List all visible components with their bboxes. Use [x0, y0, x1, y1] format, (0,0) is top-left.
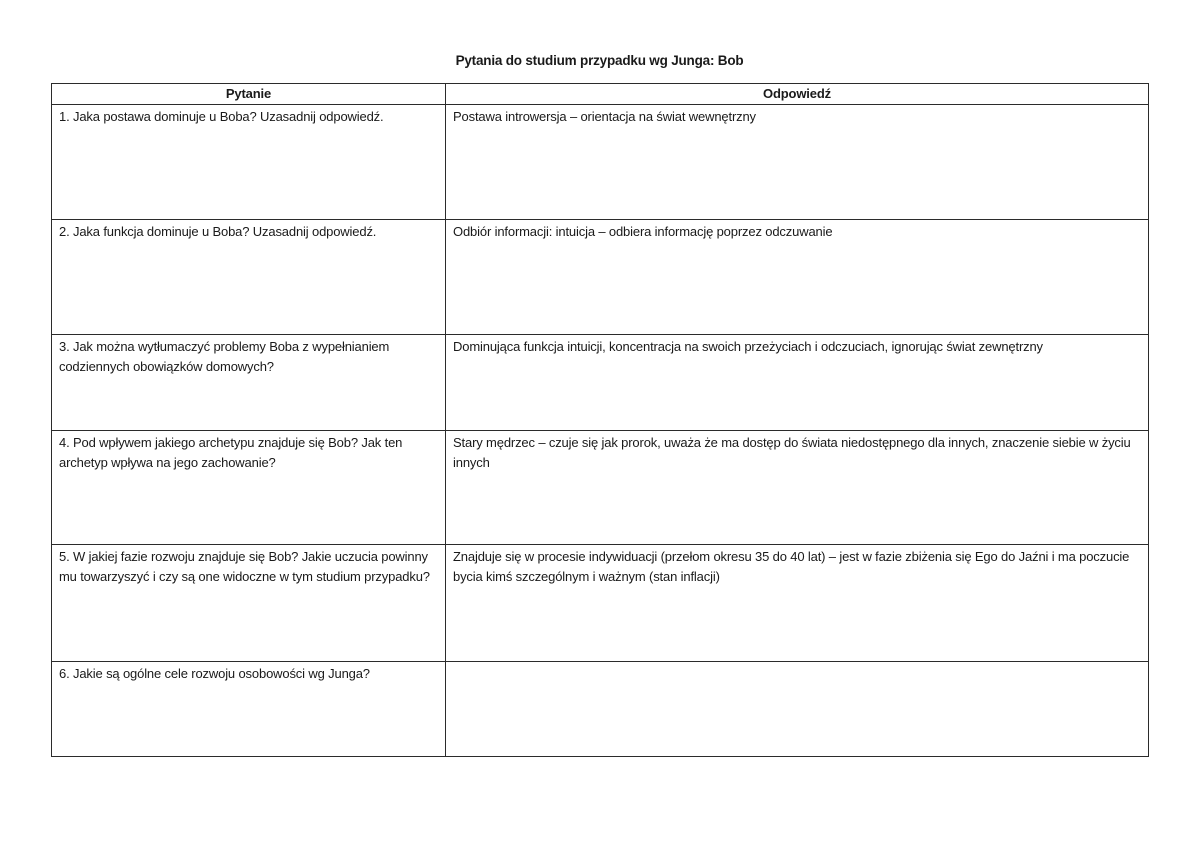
answer-cell: Odbiór informacji: intuicja – odbiera informację poprzez odczuwanie [446, 220, 1149, 335]
question-cell: 3. Jak można wytłumaczyć problemy Boba z wypełnianiem codziennych obowiązków domowych? [52, 335, 446, 431]
qa-table [51, 83, 1149, 757]
answer-cell [446, 662, 1149, 757]
table-header-row [52, 84, 1149, 105]
answer-cell: Dominująca funkcja intuicji, koncentracja na swoich przeżyciach i odczuciach, ignorując świat zewnętrzny [446, 335, 1149, 431]
table-row [52, 335, 1149, 431]
document-title: Pytania do studium przypadku wg Junga: Bob [455, 53, 744, 68]
answer-cell: Postawa introwersja – orientacja na świat wewnętrzny [446, 105, 1149, 220]
question-cell: 5. W jakiej fazie rozwoju znajduje się Bob? Jakie uczucia powinny mu towarzyszyć i czy są one widoczne w tym studium przypadku? [52, 545, 446, 662]
column-header-question: Pytanie [52, 84, 446, 105]
table-row [52, 105, 1149, 220]
table-row [52, 431, 1149, 545]
table-row [52, 662, 1149, 757]
table-row [52, 545, 1149, 662]
answer-cell: Stary mędrzec – czuje się jak prorok, uważa że ma dostęp do świata niedostępnego dla innych, znaczenie siebie w życiu innych [446, 431, 1149, 545]
question-cell: 2. Jaka funkcja dominuje u Boba? Uzasadnij odpowiedź. [52, 220, 446, 335]
answer-cell: Znajduje się w procesie indywiduacji (przełom okresu 35 do 40 lat) – jest w fazie zbiżenia się Ego do Jaźni i ma poczucie bycia kimś szczególnym i ważnym (stan inflacji) [446, 545, 1149, 662]
table-row [52, 220, 1149, 335]
column-header-answer: Odpowiedź [446, 84, 1149, 105]
question-cell: 6. Jakie są ogólne cele rozwoju osobowości wg Junga? [52, 662, 446, 757]
question-cell: 4. Pod wpływem jakiego archetypu znajduje się Bob? Jak ten archetyp wpływa na jego zachowanie? [52, 431, 446, 545]
question-cell: 1. Jaka postawa dominuje u Boba? Uzasadnij odpowiedź. [52, 105, 446, 220]
